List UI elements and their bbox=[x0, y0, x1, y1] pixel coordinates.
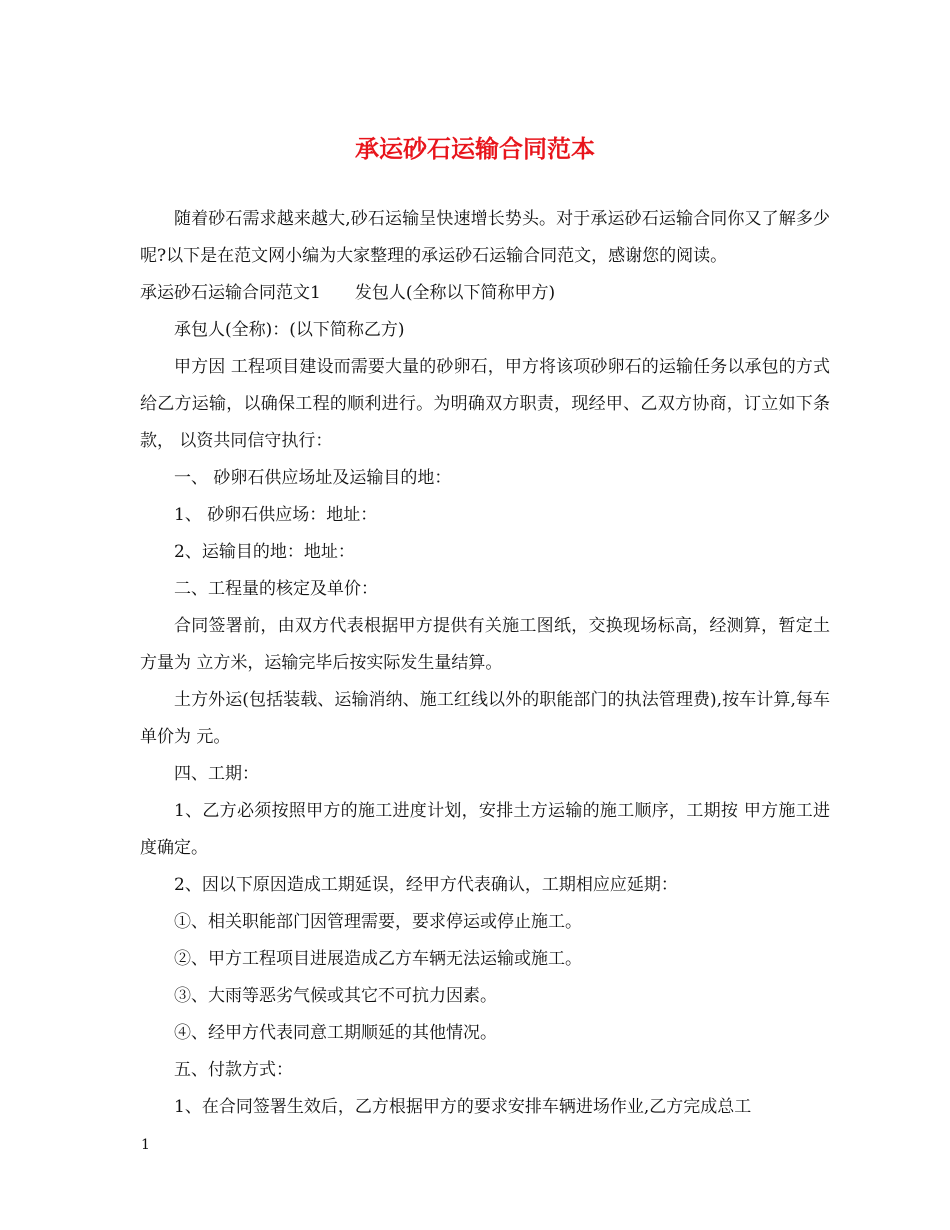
document-title: 承运砂石运输合同范本 bbox=[355, 134, 595, 163]
section-4-sub-1: ①、相关职能部门因管理需要，要求停运或停止施工。 bbox=[174, 912, 582, 932]
sample-heading: 承运砂石运输合同范文1 bbox=[140, 283, 321, 303]
section-1-item-2: 2、运输目的地：地址： bbox=[174, 542, 355, 562]
section-4-sub-4: ④、经甲方代表同意工期顺延的其他情况。 bbox=[174, 1023, 497, 1043]
section-4-item-2: 2、因以下原因造成工期延误，经甲方代表确认，工期相应应延期： bbox=[174, 875, 678, 895]
document-body bbox=[140, 201, 830, 1126]
section-4-sub-3: ③、大雨等恶劣气候或其它不可抗力因素。 bbox=[174, 986, 497, 1006]
section-5-title: 五、付款方式： bbox=[174, 1060, 293, 1080]
preamble-paragraph: 甲方因 工程项目建设而需要大量的砂卵石，甲方将该项砂卵石的运输任务以承包的方式给乙方运输，以确保工程的顺利进行。为明确双方职责，现经甲、乙双方协商，订立如下条款， 以资共同信守执行： bbox=[140, 357, 830, 451]
page-number: 1 bbox=[141, 1137, 150, 1153]
section-1-item-1: 1、 砂卵石供应场：地址： bbox=[174, 505, 378, 525]
section-2-paragraph-2: 土方外运(包括装载、运输消纳、施工红线以外的职能部门的执法管理费),按车计算,每车单价为 元。 bbox=[140, 690, 830, 747]
section-4-sub-2: ②、甲方工程项目进展造成乙方车辆无法运输或施工。 bbox=[174, 949, 582, 969]
party-a-line: 发包人(全称以下简称甲方) bbox=[354, 283, 556, 303]
section-1-title: 一、 砂卵石供应场址及运输目的地： bbox=[174, 468, 452, 488]
section-2-title: 二、工程量的核定及单价： bbox=[174, 579, 378, 599]
section-2-paragraph-1: 合同签署前，由双方代表根据甲方提供有关施工图纸，交换现场标高，经测算，暂定土方量为 立方米，运输完毕后按实际发生量结算。 bbox=[140, 616, 830, 673]
intro-paragraph: 随着砂石需求越来越大,砂石运输呈快速增长势头。对于承运砂石运输合同你又了解多少呢?以下是在范文网小编为大家整理的承运砂石运输合同范文，感谢您的阅读。 bbox=[140, 209, 830, 266]
sample-heading-line bbox=[140, 275, 830, 312]
section-4-item-1: 1、乙方必须按照甲方的施工进度计划，安排土方运输的施工顺序，工期按 甲方施工进度确定。 bbox=[140, 801, 830, 858]
party-b-line: 承包人(全称)：(以下简称乙方) bbox=[174, 320, 405, 340]
section-4-title: 四、工期： bbox=[174, 764, 259, 784]
section-5-item-1: 1、在合同签署生效后，乙方根据甲方的要求安排车辆进场作业,乙方完成总工 bbox=[174, 1097, 752, 1117]
